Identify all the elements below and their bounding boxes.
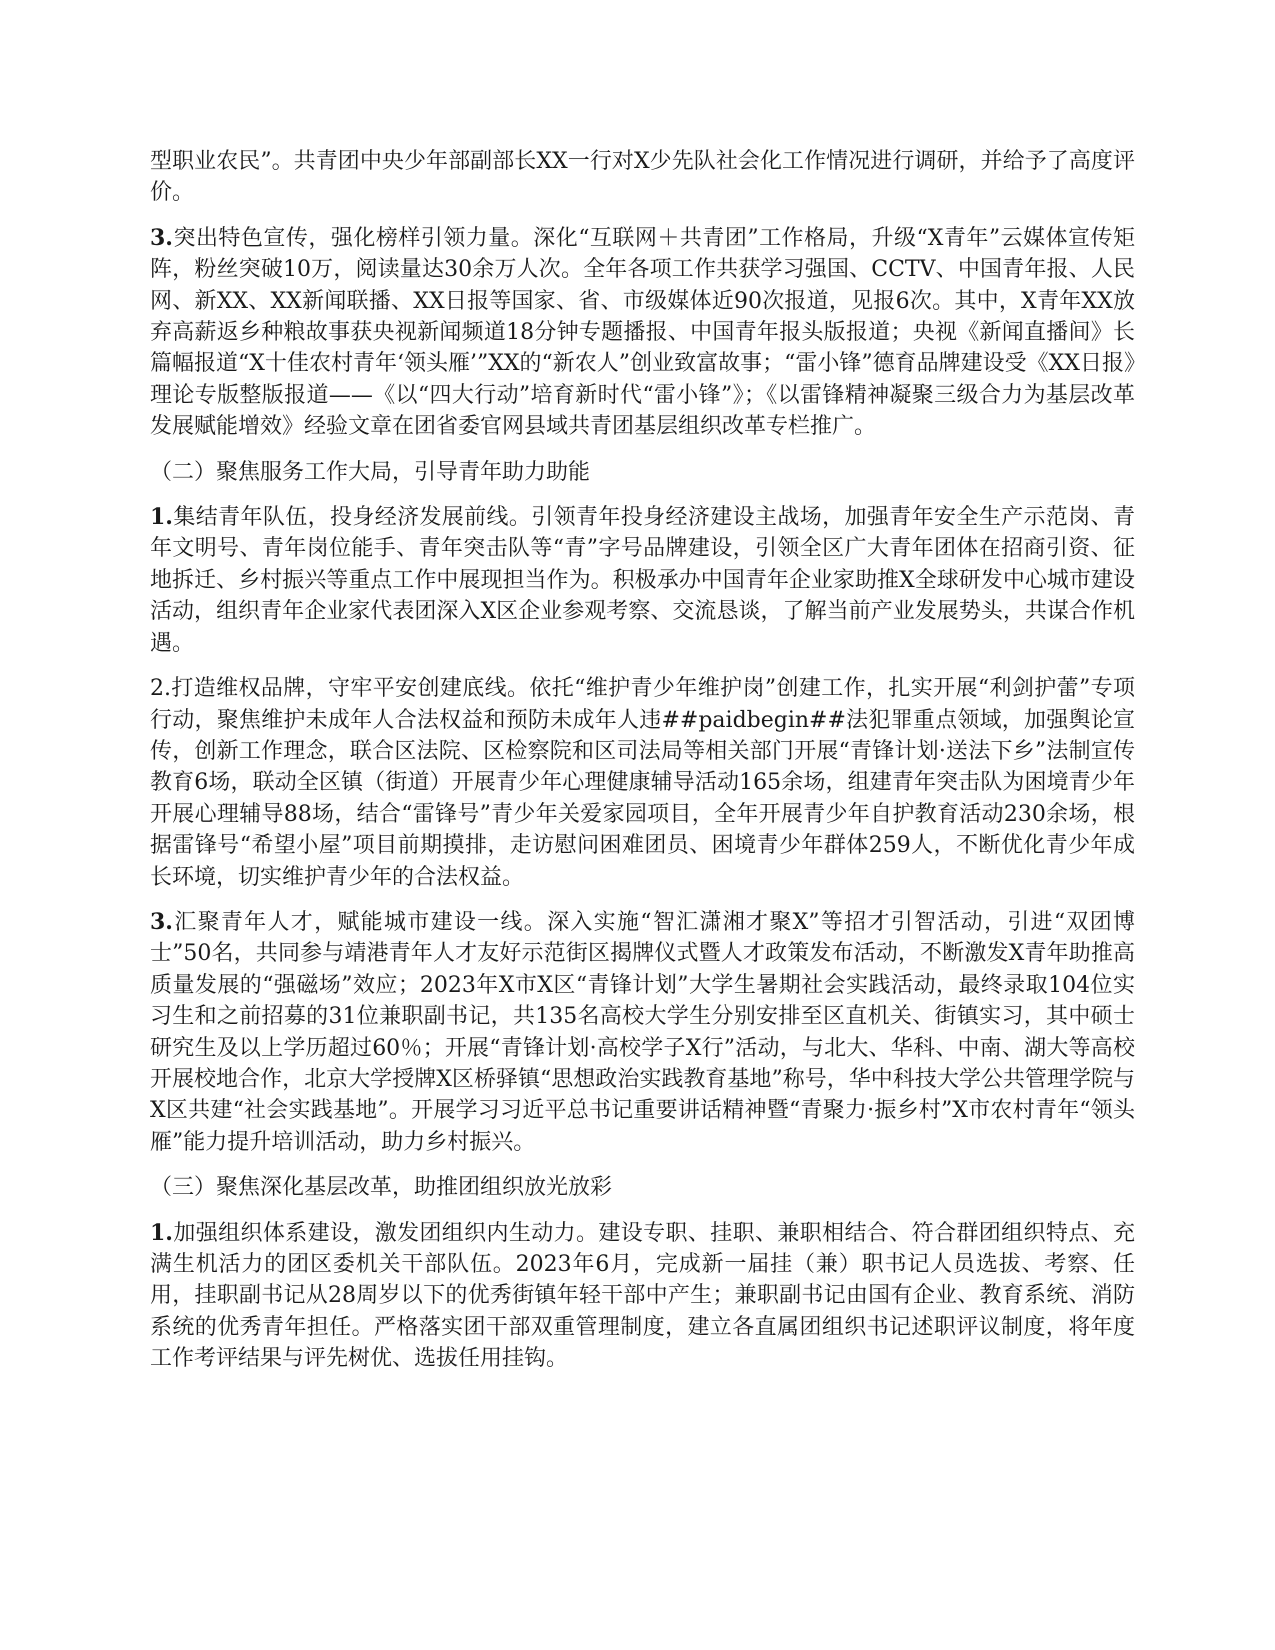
paragraph-rights — [150, 673, 1135, 893]
paragraph-text: 突出特色宣传，强化榜样引领力量。深化“互联网＋共青团”工作格局，升级“X青年”云媒体宣传矩阵，粉丝突破10万，阅读量达30余万人次。全年各项工作共获学习强国、CCTV、中国青年报、人民网、新XX、XX新闻联播、XX日报等国家、省、市级媒体近90次报道，见报6次。其中，X青年XX放弃高薪返乡种粮故事获央视新闻频道18分钟专题播报、中国青年报头版报道；央视《新闻直播间》长篇幅报道“X十佳农村青年‘领头雁’”XX的“新农人”创业致富故事；“雷小锋”德育品牌建设受《XX日报》理论专版整版报道——《以“四大行动”培育新时代“雷小锋”》；《以雷锋精神凝聚三级合力为基层改革发展赋能增效》经验文章在团省委官网县域共青团基层组织改革专栏推广。 — [150, 225, 1135, 440]
paragraph-number: 3. — [150, 908, 173, 935]
paragraph-continuation — [150, 146, 1135, 209]
paragraph-text: 集结青年队伍，投身经济发展前线。引领青年投身经济建设主战场，加强青年安全生产示范岗、青年文明号、青年岗位能手、青年突击队等“青”字号品牌建设，引领全区广大青年团体在招商引资、征地拆迁、乡村振兴等重点工作中展现担当作为。积极承办中国青年企业家助推X全球研发中心城市建设活动，组织青年企业家代表团深入X区企业参观考察、交流恳谈，了解当前产业发展势头，共谋合作机遇。 — [150, 505, 1135, 656]
paragraph-publicity — [150, 223, 1135, 443]
paragraph-organization — [150, 1218, 1135, 1375]
paragraph-text: 汇聚青年人才，赋能城市建设一线。深入实施“智汇潇湘才聚X”等招才引智活动，引进“双团博士”50名，共同参与靖港青年人才友好示范街区揭牌仪式暨人才政策发布活动，不断激发X青年助推高质量发展的“强磁场”效应；2023年X市X区“青锋计划”大学生暑期社会实践活动，最终录取104位实习生和之前招募的31位兼职副书记，共135名高校大学生分别安排至区直机关、街镇实习，其中硕士研究生及以上学历超过60％；开展“青锋计划·高校学子X行”活动，与北大、华科、中南、湖大等高校开展校地合作，北京大学授牌X区桥驿镇“思想政治实践教育基地”称号，华中科技大学公共管理学院与X区共建“社会实践基地”。开展学习习近平总书记重要讲话精神暨“青聚力·振乡村”X市农村青年“领头雁”能力提升培训活动，助力乡村振兴。 — [150, 909, 1136, 1155]
section-heading-three — [150, 1172, 1135, 1203]
paragraph-economy — [150, 502, 1135, 659]
paragraph-text: 加强组织体系建设，激发团组织内生动力。建设专职、挂职、兼职相结合、符合群团组织特点、充满生机活力的团区委机关干部队伍。2023年6月，完成新一届挂（兼）职书记人员选拔、考察、任用，挂职副书记从28周岁以下的优秀街镇年轻干部中产生；兼职副书记由国有企业、教育系统、消防系统的优秀青年担任。严格落实团干部双重管理制度，建立各直属团组织书记述职评议制度，将年度工作考评结果与评先树优、选拔任用挂钩。 — [150, 1220, 1135, 1372]
paragraph-talent — [150, 907, 1135, 1158]
paragraph-text: 型职业农民”。共青团中央少年部副部长XX一行对X少先队社会化工作情况进行调研，并给予了高度评价。 — [150, 149, 1135, 206]
heading-text: （二）聚焦服务工作大局，引导青年助力助能 — [150, 459, 591, 485]
section-heading-two — [150, 457, 1135, 488]
heading-text: （三）聚焦深化基层改革，助推团组织放光放彩 — [150, 1175, 613, 1201]
document-page — [150, 146, 1135, 1389]
paragraph-number: 1. — [150, 504, 173, 531]
paragraph-number: 1. — [150, 1219, 173, 1246]
paragraph-number: 3. — [150, 224, 173, 251]
paragraph-text: 2.打造维权品牌，守牢平安创建底线。依托“维护青少年维护岗”创建工作，扎实开展“利剑护蕾”专项行动，聚焦维护未成年人合法权益和预防未成年人违##paidbegin##法犯罪重点领域，加强舆论宣传，创新工作理念，联合区法院、区检察院和区司法局等相关部门开展“青锋计划·送法下乡”法制宣传教育6场，联动全区镇（街道）开展青少年心理健康辅导活动165余场，组建青年突击队为困境青少年开展心理辅导88场，结合“雷锋号”青少年关爱家园项目，全年开展青少年自护教育活动230余场，根据雷锋号“希望小屋”项目前期摸排，走访慰问困难团员、困境青少年群体259人，不断优化青少年成长环境，切实维护青少年的合法权益。 — [150, 676, 1135, 890]
